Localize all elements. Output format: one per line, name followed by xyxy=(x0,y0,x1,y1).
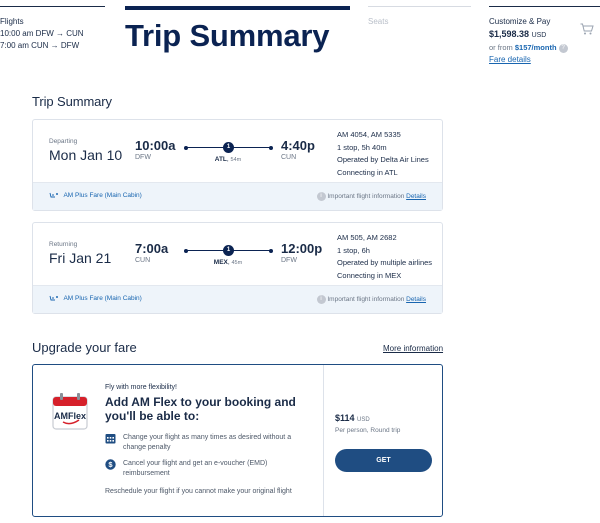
stop-city: MEX xyxy=(213,259,228,266)
step-seats-bar xyxy=(368,6,471,7)
step-flights[interactable] xyxy=(0,6,105,52)
connecting-city: Connecting in ATL xyxy=(337,167,398,177)
fly-flex-tagline: Fly with more flexibility! xyxy=(105,384,177,391)
fare-name: AM Plus Fare (Main Cabin) xyxy=(63,295,142,303)
flight-numbers: AM 505, AM 2682 xyxy=(337,233,397,242)
upgrade-price-note: Per person, Round trip xyxy=(335,427,401,434)
fare-band xyxy=(33,285,442,313)
stop-count-badge: 1 xyxy=(223,142,234,153)
arrival-airport: DFW xyxy=(281,257,297,264)
connecting-city: Connecting in MEX xyxy=(337,270,402,280)
benefit-reschedule-text: Reschedule your flight if you cannot make your original flight xyxy=(105,488,292,495)
flight-numbers: AM 4054, AM 5335 xyxy=(337,130,401,139)
important-info-label: Important flight information xyxy=(327,193,405,201)
info-icon: i xyxy=(317,295,326,304)
stop-label: ATL, 54m xyxy=(214,156,242,163)
upgrade-card xyxy=(32,364,443,517)
upgrade-price xyxy=(335,413,370,423)
step-customize-pay xyxy=(489,6,600,66)
departure-airport: CUN xyxy=(135,257,151,264)
stop-duration: 45m xyxy=(231,260,243,266)
departure-time: 10:00a xyxy=(135,138,176,153)
outbound-summary: 10:00 am DFW → CUN xyxy=(0,29,84,38)
trip-summary-heading: Trip Summary xyxy=(32,94,112,109)
flight-card-returning xyxy=(32,222,443,314)
stop-label: MEX, 45m xyxy=(213,259,243,266)
stops-duration: 1 stop, 5h 40m xyxy=(337,142,387,152)
arrival-time: 12:00p xyxy=(281,241,323,256)
arrival-time: 4:40p xyxy=(281,138,315,153)
seat-icon xyxy=(49,192,59,199)
calendar-icon xyxy=(49,389,93,433)
step-customize-pay-bar xyxy=(489,6,600,7)
upgrade-divider xyxy=(323,365,324,516)
upgrade-price-amount: $114 xyxy=(335,413,355,423)
details-link[interactable]: Details xyxy=(406,193,426,201)
total-amount: $1,598.38 xyxy=(489,29,530,39)
departure-airport: DFW xyxy=(135,154,151,161)
flight-info xyxy=(337,232,432,282)
monthly-prefix: or from xyxy=(489,43,513,52)
upgrade-headline: Add AM Flex to your booking and you'll be able to: xyxy=(105,395,296,423)
get-button[interactable]: GET xyxy=(335,449,432,472)
stops-duration: 1 stop, 6h xyxy=(337,245,370,255)
cart-icon[interactable] xyxy=(580,23,594,35)
dollar-coin-icon xyxy=(105,459,116,470)
step-pay-label: Customize & Pay xyxy=(489,17,551,26)
more-information-link[interactable]: More information xyxy=(383,344,444,353)
svg-text:$: $ xyxy=(108,460,113,470)
return-summary: 7:00 am CUN → DFW xyxy=(0,41,80,50)
flight-card-departing xyxy=(32,119,443,211)
stop-count-badge: 1 xyxy=(223,245,234,256)
info-icon: i xyxy=(317,192,326,201)
operated-by: Operated by multiple airlines xyxy=(337,258,433,267)
info-icon[interactable]: ? xyxy=(559,44,568,53)
monthly-amount[interactable]: $157/month xyxy=(514,43,557,52)
direction-label: Departing xyxy=(49,138,78,145)
step-trip-summary-bar xyxy=(125,6,350,10)
flight-date: Fri Jan 21 xyxy=(49,250,112,266)
upgrade-price-currency: USD xyxy=(357,417,370,423)
stop-city: ATL xyxy=(214,156,227,163)
seat-icon xyxy=(49,295,59,302)
page-title: Trip Summary xyxy=(125,18,330,53)
step-flights-label: Flights xyxy=(0,17,24,26)
flight-date: Mon Jan 10 xyxy=(49,147,123,163)
benefit-cancel xyxy=(105,459,305,479)
calendar-grid-icon xyxy=(105,433,116,444)
important-info-label: Important flight information xyxy=(327,296,405,304)
direction-label: Returning xyxy=(49,241,78,248)
operated-by: Operated by Delta Air Lines xyxy=(337,155,429,164)
fare-name: AM Plus Fare (Main Cabin) xyxy=(63,192,142,200)
fare-details-link[interactable]: Fare details xyxy=(489,55,531,64)
details-link[interactable]: Details xyxy=(406,296,426,304)
total-currency: USD xyxy=(531,32,547,39)
step-trip-summary xyxy=(125,6,350,54)
monthly-payment xyxy=(489,42,600,54)
step-seats xyxy=(368,6,471,26)
benefit-change-text: Change your flight as many times as desired without a change penalty xyxy=(123,434,292,451)
flight-info xyxy=(337,129,429,179)
fare-band xyxy=(33,182,442,210)
departure-time: 7:00a xyxy=(135,241,169,256)
benefit-reschedule xyxy=(105,487,305,497)
calendar-label: AMFlex xyxy=(53,411,87,421)
stop-duration: 54m xyxy=(230,157,242,163)
arrival-airport: CUN xyxy=(281,154,297,161)
benefit-cancel-text: Cancel your flight and get an e-voucher (EMD) reimbursement xyxy=(123,460,268,477)
step-seats-label: Seats xyxy=(368,17,389,26)
upgrade-heading: Upgrade your fare xyxy=(32,340,137,355)
step-flights-bar xyxy=(0,6,105,7)
benefit-change xyxy=(105,433,305,453)
